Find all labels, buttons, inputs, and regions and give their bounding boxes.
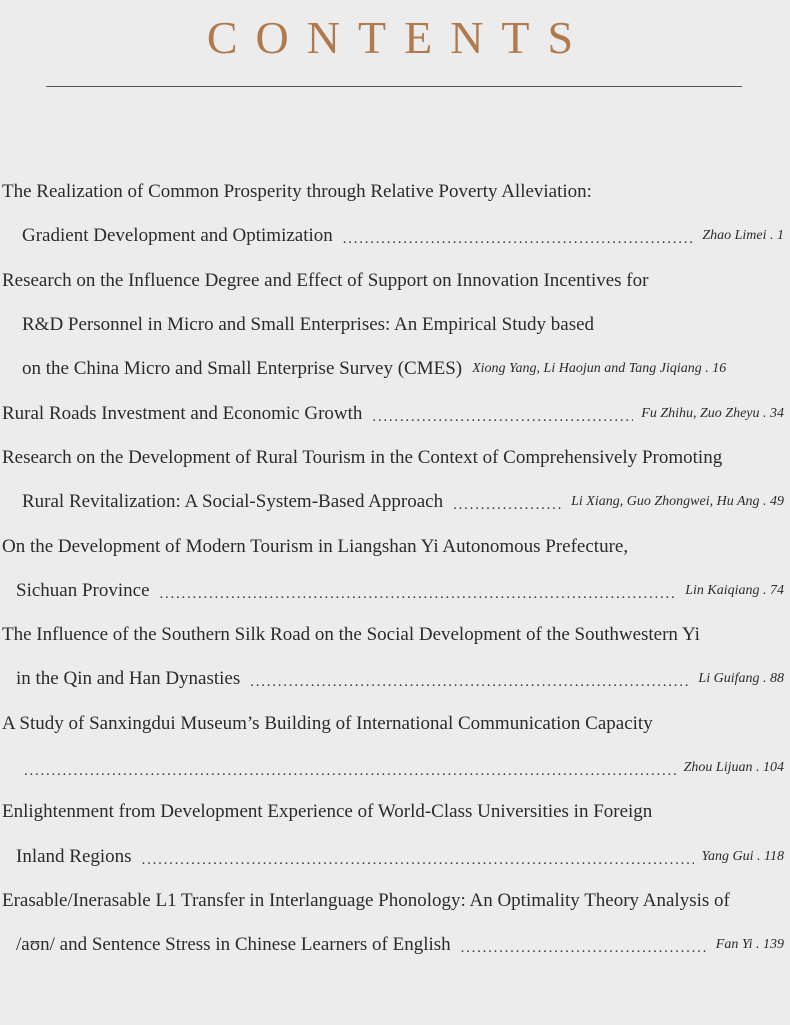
dot-leader bbox=[142, 848, 694, 872]
dot-leader bbox=[461, 936, 708, 960]
toc-entry-6-line-1[interactable] bbox=[0, 613, 790, 657]
page-title: CONTENTS bbox=[206, 12, 592, 63]
toc-entry-3-line-1[interactable] bbox=[0, 391, 790, 435]
toc-entry-5-line-2[interactable] bbox=[0, 569, 790, 613]
dot-leader bbox=[343, 227, 695, 251]
toc-entry-author-page: Fu Zhihu, Zuo Zheyu . 34 bbox=[641, 405, 784, 421]
toc-entry-7-line-2[interactable] bbox=[0, 746, 790, 790]
toc-entry-title: On the Development of Modern Tourism in Liangshan Yi Autonomous Prefecture, bbox=[2, 535, 629, 557]
toc-entry-title: Rural Revitalization: A Social-System-Based Approach bbox=[22, 491, 444, 513]
dot-leader bbox=[453, 493, 563, 517]
toc-entry-2-line-2[interactable] bbox=[0, 303, 790, 347]
toc-entry-5-line-1[interactable] bbox=[0, 524, 790, 568]
dot-leader bbox=[24, 759, 676, 783]
toc-entry-author-page: Zhou Lijuan . 104 bbox=[683, 760, 784, 775]
toc-entry-8-line-1[interactable] bbox=[0, 790, 790, 834]
title-divider bbox=[46, 86, 742, 87]
toc-entry-2-line-1[interactable] bbox=[0, 259, 790, 303]
toc-entry-title: R&D Personnel in Micro and Small Enterprises: An Empirical Study based bbox=[22, 314, 595, 336]
toc-entry-6-line-2[interactable] bbox=[0, 657, 790, 701]
toc-entry-title: Inland Regions bbox=[16, 845, 132, 867]
toc-entry-1-line-2[interactable] bbox=[0, 214, 790, 258]
toc-entry-9-line-1[interactable] bbox=[0, 879, 790, 923]
toc-entry-1-line-1[interactable] bbox=[0, 170, 790, 214]
toc-entry-title: Gradient Development and Optimization bbox=[22, 225, 333, 247]
toc-entry-author-page: Li Xiang, Guo Zhongwei, Hu Ang . 49 bbox=[571, 494, 784, 510]
toc-entry-author-page: Yang Gui . 118 bbox=[701, 848, 784, 864]
toc-entry-title: The Realization of Common Prosperity through Relative Poverty Alleviation: bbox=[2, 181, 592, 203]
toc-entry-title: Rural Roads Investment and Economic Growth bbox=[2, 402, 363, 424]
toc-entry-title: /aʊn/ and Sentence Stress in Chinese Learners of English bbox=[16, 934, 451, 956]
toc-entry-title: on the China Micro and Small Enterprise Survey (CMES) bbox=[22, 358, 463, 380]
toc-entry-7-line-1[interactable] bbox=[0, 702, 790, 746]
dot-leader bbox=[372, 405, 633, 429]
dot-leader bbox=[160, 582, 678, 606]
toc-entry-4-line-2[interactable] bbox=[0, 480, 790, 524]
toc-entry-author-page: Lin Kaiqiang . 74 bbox=[685, 582, 784, 598]
contents-list bbox=[0, 170, 790, 967]
toc-entry-2-line-3[interactable] bbox=[0, 347, 790, 391]
toc-entry-title: The Influence of the Southern Silk Road on the Social Development of the Southwestern Yi bbox=[2, 624, 700, 646]
toc-entry-author-page: Li Guifang . 88 bbox=[698, 671, 784, 687]
toc-entry-title: Enlightenment from Development Experience of World-Class Universities in Foreign bbox=[2, 801, 653, 823]
toc-entry-title: in the Qin and Han Dynasties bbox=[16, 668, 241, 690]
toc-entry-author-page: Zhao Limei . 1 bbox=[702, 228, 784, 244]
toc-entry-title: Sichuan Province bbox=[16, 579, 150, 601]
toc-entry-9-line-2[interactable] bbox=[0, 923, 790, 967]
toc-entry-title: A Study of Sanxingdui Museum’s Building of International Communication Capacity bbox=[2, 712, 653, 734]
toc-entry-title: Erasable/Inerasable L1 Transfer in Interlanguage Phonology: An Optimality Theory Analysis of bbox=[2, 889, 730, 911]
dot-leader bbox=[250, 670, 690, 694]
toc-entry-title: Research on the Development of Rural Tourism in the Context of Comprehensively Promoting bbox=[2, 446, 723, 468]
toc-entry-author-page: Xiong Yang, Li Haojun and Tang Jiqiang . 16 bbox=[472, 361, 727, 377]
toc-entry-title: Research on the Influence Degree and Effect of Support on Innovation Incentives for bbox=[2, 269, 649, 291]
toc-entry-8-line-2[interactable] bbox=[0, 834, 790, 878]
toc-entry-author-page: Fan Yi . 139 bbox=[715, 937, 784, 953]
toc-entry-4-line-1[interactable] bbox=[0, 436, 790, 480]
